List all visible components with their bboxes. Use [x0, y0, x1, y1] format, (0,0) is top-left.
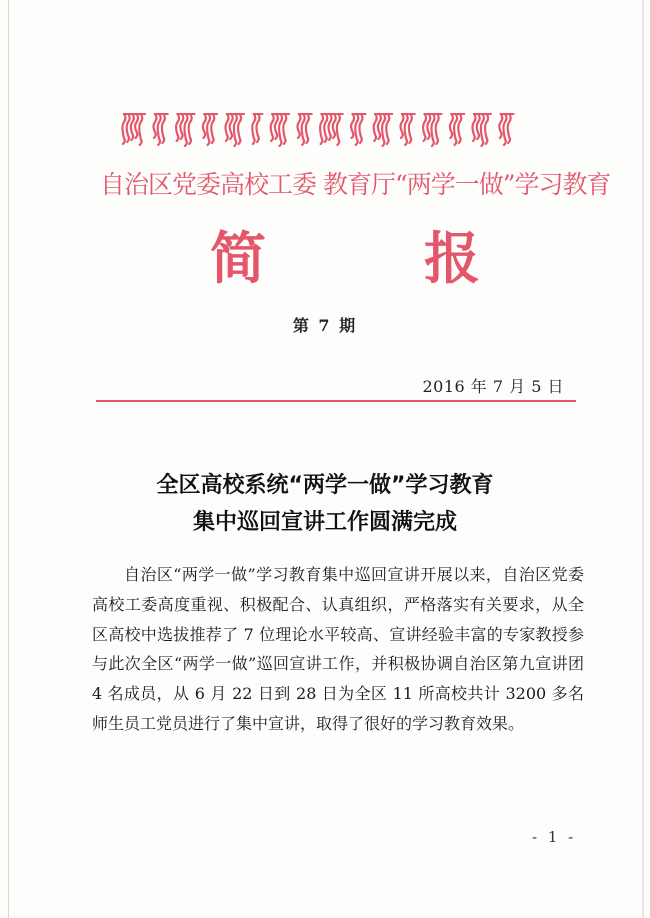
issue-date: 2016 年 7 月 5 日 — [422, 377, 564, 396]
red-divider — [96, 400, 576, 402]
masthead-char-2: 报 — [424, 227, 480, 292]
scan-edge-right — [642, 0, 644, 918]
headline-line-1: 全区高校系统“两学一做”学习教育 — [156, 473, 494, 498]
org-title: 自治区党委高校工委 教育厅“两学一做”学习教育 — [100, 170, 611, 199]
mongolian-script-title — [118, 100, 578, 160]
masthead — [210, 226, 480, 294]
page-number: - 1 - — [532, 828, 577, 846]
masthead-char-1: 简 — [210, 227, 266, 292]
headline-line-2: 集中巡回宣讲工作圆满完成 — [192, 510, 457, 535]
body-paragraph: 自治区“两学一做”学习教育集中巡回宣讲开展以来，自治区党委高校工委高度重视、积极配合、认真组织，严格落实有关要求，从全区高校中选拔推荐了 7 位理论水平较高、宣讲经验丰富的专家教授参与此次全区“两学一做”巡回宣讲工作，并积极协调自治区第九宣讲团 4 名成员，从 6 月 22 日到 28 日为全区 11 所高校共计 3200 多名师生员工党员进行了集中宣讲，取得了很好的学习教育效果。 — [92, 565, 584, 733]
scan-edge-left — [8, 0, 9, 918]
issue-number: 第 7 期 — [292, 316, 358, 335]
